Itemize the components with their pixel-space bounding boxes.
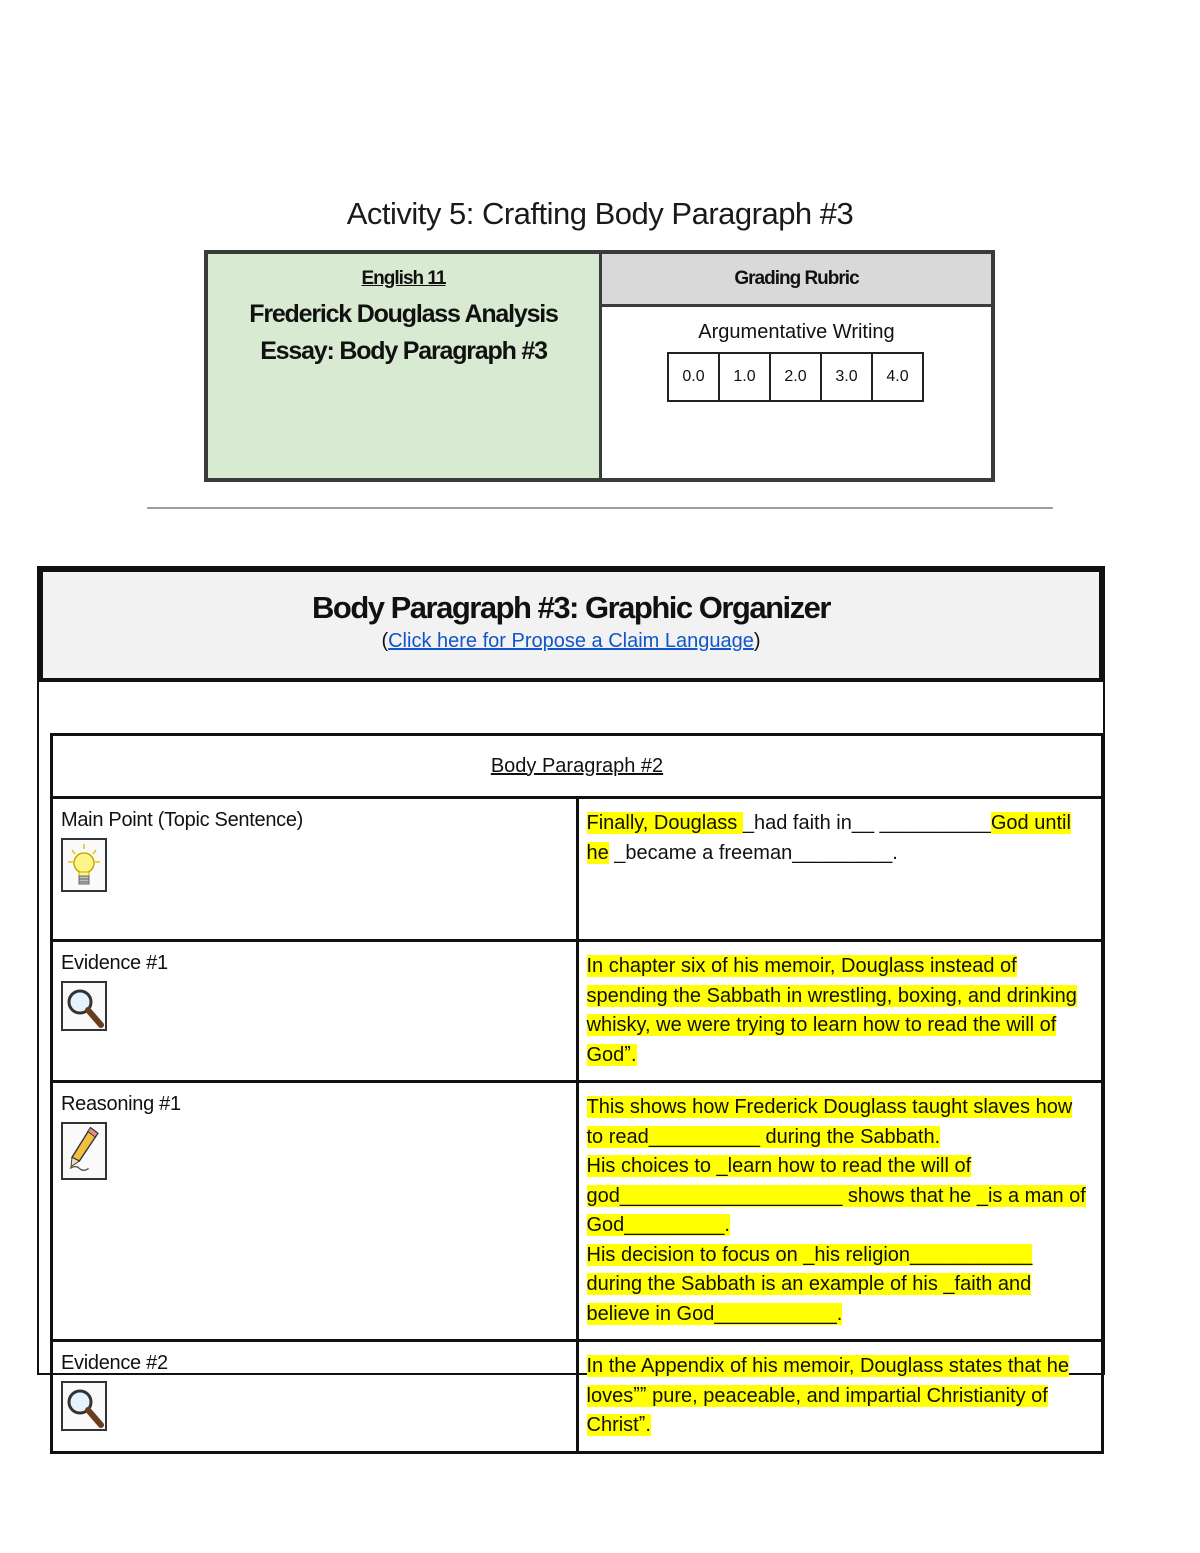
course-name: English 11 xyxy=(361,268,446,289)
magnifier-icon xyxy=(61,1381,107,1431)
reasoning1-line: His choices to _learn how to read the will of god____________________ shows that he _is a man of God_________. xyxy=(586,1155,1086,1236)
magnifier-icon xyxy=(61,981,107,1031)
evidence1-label-cell xyxy=(52,941,578,1082)
score-options xyxy=(602,352,991,402)
section-divider xyxy=(147,507,1053,509)
reasoning1-line: This shows how Frederick Douglass taught slaves how to read__________ during the Sabbath. xyxy=(586,1096,1073,1148)
evidence1-text: In chapter six of his memoir, Douglass instead of spending the Sabbath in wrestling, boxing, and drinking whisky, we were trying to learn how to read the will of Godˮ. xyxy=(586,955,1077,1066)
claim-language-line xyxy=(43,630,1099,653)
essay-title-line1: Frederick Douglass Analysis xyxy=(249,300,558,328)
reasoning1-line: His decision to focus on _his religion___________ during the Sabbath is an example of his _faith and believe in God___________. xyxy=(586,1243,1033,1325)
reasoning1-content[interactable] xyxy=(577,1082,1103,1341)
evidence2-text: In the Appendix of his memoir, Douglass states that he lovesˮˮ pure, peaceable, and impartial Christianity of Christˮ. xyxy=(586,1355,1069,1436)
lightbulb-icon xyxy=(61,838,107,892)
activity-title: Activity 5: Crafting Body Paragraph #3 xyxy=(346,196,854,231)
score-option[interactable]: 2.0 xyxy=(769,352,822,402)
evidence2-label-cell xyxy=(52,1341,578,1453)
pencil-icon xyxy=(61,1122,107,1180)
essay-title-line2: Essay: Body Paragraph #3 xyxy=(260,337,547,365)
claim-language-link[interactable]: Click here for Propose a Claim Language xyxy=(388,630,754,652)
reasoning1-label-cell xyxy=(52,1082,578,1341)
table-row xyxy=(52,941,1103,1082)
rubric-type: Argumentative Writing xyxy=(698,321,895,343)
main-point-segment: _had faith in__ __________ xyxy=(742,812,991,834)
essay-title xyxy=(208,296,599,370)
main-point-segment: God until he xyxy=(586,812,1071,864)
main-point-segment: Finally, Douglass xyxy=(586,812,743,834)
course-info-cell xyxy=(208,254,602,478)
organizer-header xyxy=(39,568,1103,682)
reasoning1-label: Reasoning #1 xyxy=(61,1093,181,1115)
claim-paren-open: ( xyxy=(381,630,389,652)
assignment-header xyxy=(204,250,995,482)
grading-rubric-cell xyxy=(602,254,991,478)
organizer-title: Body Paragraph #3: Graphic Organizer xyxy=(312,590,830,625)
claim-paren-close: ) xyxy=(753,630,761,652)
score-option[interactable]: 1.0 xyxy=(718,352,771,402)
evidence1-label: Evidence #1 xyxy=(61,952,168,974)
evidence1-content[interactable] xyxy=(577,941,1103,1082)
table-row xyxy=(52,1341,1103,1453)
main-point-label: Main Point (Topic Sentence) xyxy=(61,809,304,831)
organizer-table xyxy=(50,733,1104,1454)
score-option[interactable]: 0.0 xyxy=(667,352,720,402)
evidence2-content[interactable] xyxy=(577,1341,1103,1453)
table-title: Body Paragraph #2 xyxy=(490,754,664,777)
table-row xyxy=(52,798,1103,941)
table-row xyxy=(52,1082,1103,1341)
main-point-label-cell xyxy=(52,798,578,941)
graphic-organizer xyxy=(37,566,1105,1436)
main-point-segment: _became a freeman_________. xyxy=(608,841,898,864)
rubric-heading: Grading Rubric xyxy=(602,254,991,307)
evidence2-label: Evidence #2 xyxy=(61,1352,168,1374)
score-option[interactable]: 4.0 xyxy=(871,352,924,402)
score-option[interactable]: 3.0 xyxy=(820,352,873,402)
table-title-cell xyxy=(52,735,1103,798)
main-point-content[interactable] xyxy=(577,798,1103,941)
